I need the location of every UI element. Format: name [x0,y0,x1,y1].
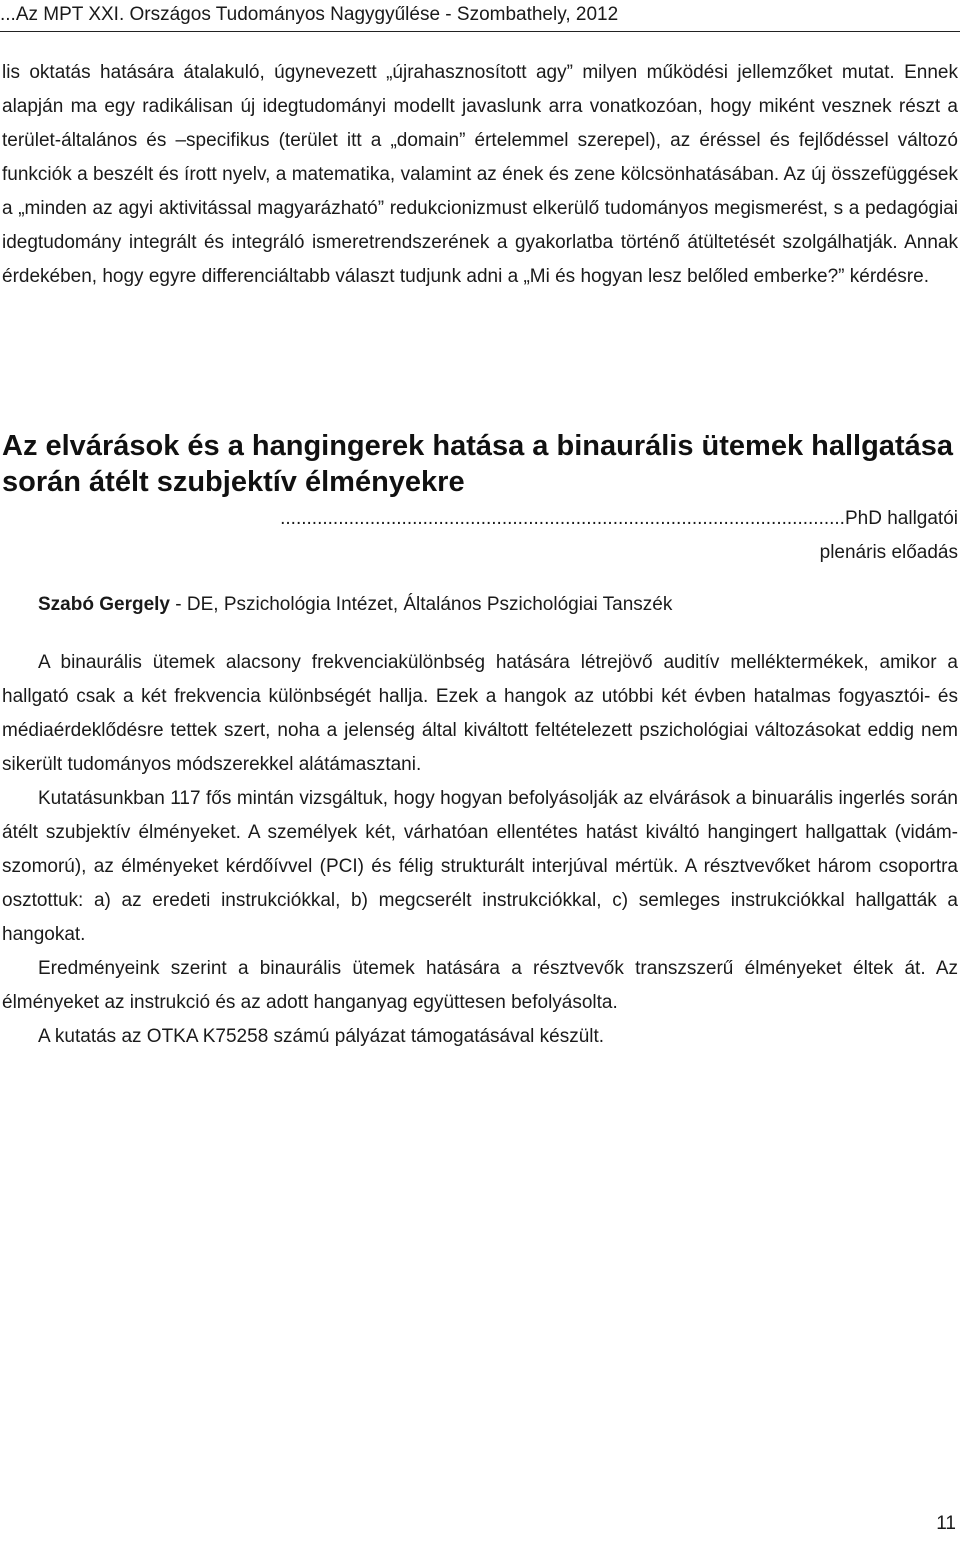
talk-type-line [0,502,958,536]
talk-title: Az elvárások és a hangingerek hatása a binaurális ütemek hallgatása során átélt szubjektív élményekre [2,430,953,498]
intro-text-block [2,56,958,294]
author-line [38,588,958,622]
abstract-paragraph-3: Eredményeink szerint a binaurális ütemek hatására a résztvevők transzszerű élményeket éltek át. Az élményeket az instrukció és az adott hanganyag együttesen befolyásolta. [2,958,958,1013]
author-name: Szabó Gergely [38,594,170,615]
intro-paragraph: lis oktatás hatására átalakuló, úgynevezett „újrahasznosított agy” milyen működési jellemzőket mutat. Ennek alapján ma egy radikálisan új idegtudományi modellt javaslunk arra vonatkozóan, hogy miként vesznek részt a terület-általános és –specifikus (terület itt a „domain” értelemmel szerepel), az éréssel és fejlődéssel változó funkciók a beszélt és írott nyelv, a matematika, valamint az ének és zene kölcsönhatásában. Az új összefüggések a „minden az agyi aktivitással magyarázható” redukcionizmust elkerülő tudományos megismerést, s a pedagógiai idegtudomány integrált és integráló ismeretrendszerének a gyakorlatba történő átültetését szolgálhatják. Annak érdekében, hogy egyre differenciáltabb választ tudjunk adni a „Mi és hogyan lesz belőled emberke?” kérdésre. [2,62,958,287]
talk-type-block [0,502,958,570]
abstract-paragraph-1: A binaurális ütemek alacsony frekvenciakülönbség hatására létrejövő auditív melléktermékek, amikor a hallgató csak a két frekvencia különbségét hallja. Ezek a hangok az utóbbi két évben hatalmas fogyasztói- és médiaérdeklődésre tettek szert, noha a jelenség által kiváltott feltételezett pszichológiai változásokat eddig nem sikerült tudományos módszerekkel alátámasztani. [2,652,958,775]
abstract-paragraph-4: A kutatás az OTKA K75258 számú pályázat támogatásával készült. [38,1026,605,1047]
page-number: 11 [936,1513,956,1534]
running-header: ...Az MPT XXI. Országos Tudományos Nagygyűlése - Szombathely, 2012 [0,4,619,25]
leader-dots: ........................................................................................................... [280,508,845,529]
header-divider [0,31,960,32]
abstract-body [2,646,958,1054]
talk-type-secondary: plenáris előadás [819,542,958,563]
talk-type-primary: PhD hallgatói [844,508,958,529]
author-affiliation: - DE, Pszichológia Intézet, Általános Pszichológiai Tanszék [170,594,673,615]
abstract-paragraph-2: Kutatásunkban 117 fős mintán vizsgáltuk, hogy hogyan befolyásolják az elvárások a binuarális ingerlés során átélt szubjektív élményeket. A személyek két, várhatóan ellentétes hatást kiváltó hangingert hallgattak (vidám-szomorú), az élményeket kérdőívvel (PCI) és félig strukturált interjúval mértük. A résztvevőket három csoportra osztottuk: a) az eredeti instrukciókkal, b) megcserélt instrukciókkal, c) semleges instrukciókkal hallgatták a hangokat. [2,788,958,945]
